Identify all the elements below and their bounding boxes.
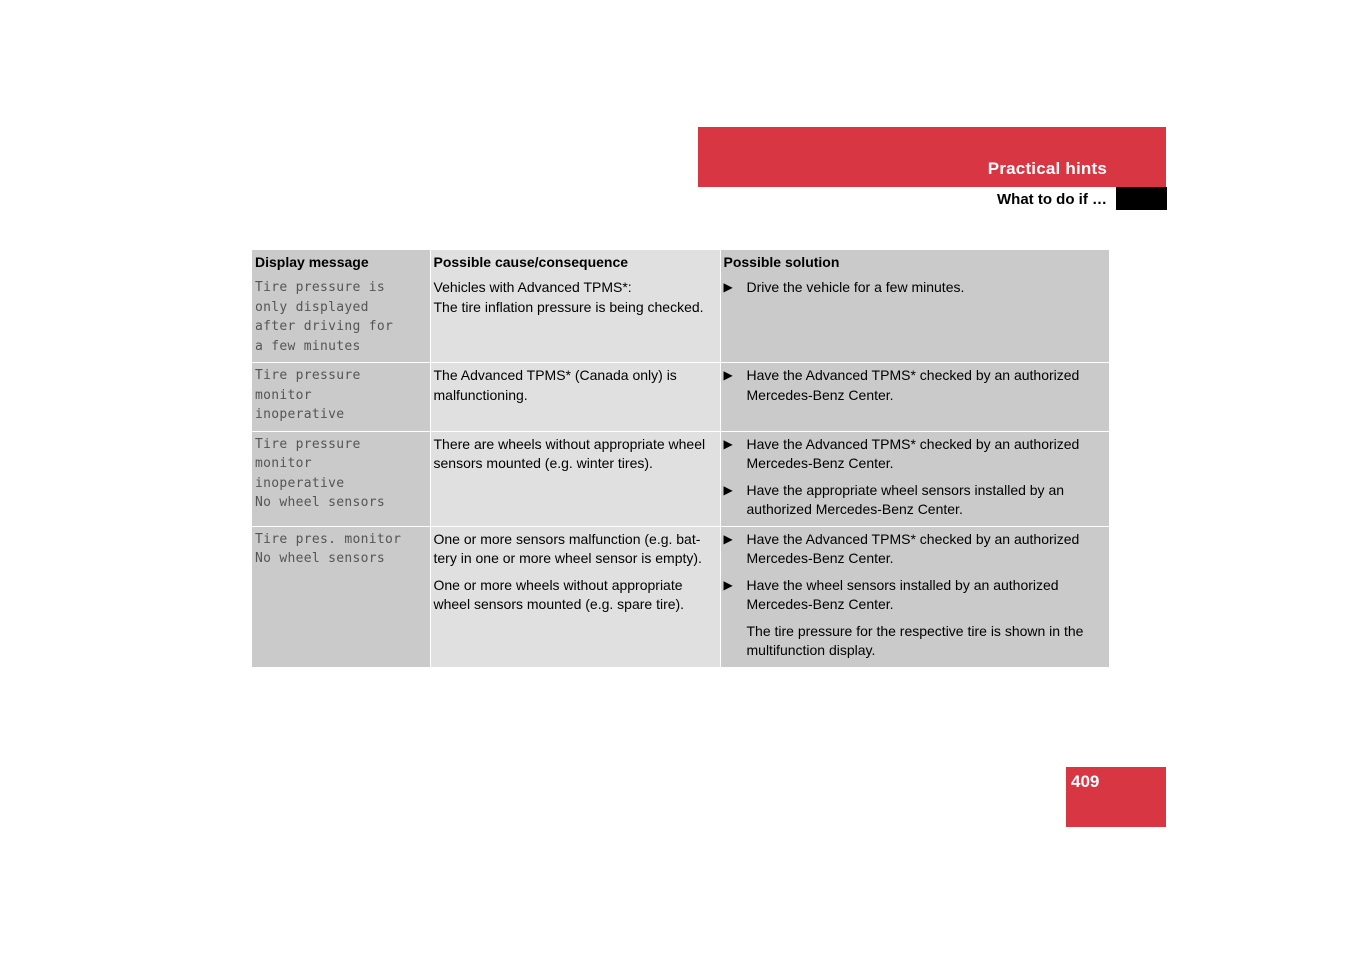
page-number: 409 <box>1071 772 1100 791</box>
solution-note-line: multifunction display. <box>746 642 876 658</box>
section-tab-marker <box>1116 187 1167 210</box>
table-body <box>252 275 1109 667</box>
display-message-line: inoperative <box>255 407 345 422</box>
table-row <box>252 431 1109 526</box>
solution-step <box>724 366 1107 405</box>
cause-paragraph <box>434 530 717 569</box>
triangle-bullet-icon: ▶ <box>723 280 733 294</box>
column-header-display-message: Display message <box>252 250 430 275</box>
solution-text <box>747 576 1107 615</box>
column-header-solution: Possible solution <box>720 250 1109 275</box>
display-message-cell <box>252 275 430 363</box>
display-message-line: only displayed <box>255 299 369 315</box>
cause-paragraph <box>434 278 717 317</box>
solution-line: Mercedes-Benz Center. <box>746 596 894 612</box>
solution-line: Have the Advanced TPMS* checked by an authorized <box>746 435 1080 452</box>
solution-step <box>724 576 1107 615</box>
solution-step <box>724 530 1107 569</box>
solution-cell <box>720 363 1109 432</box>
cause-line: The Advanced TPMS* (Canada only) is <box>433 367 677 383</box>
display-message-line: Tire pressure is <box>255 280 386 295</box>
display-message-cell <box>252 363 430 432</box>
cause-line: wheel sensors mounted (e.g. spare tire). <box>433 596 685 612</box>
solution-cell <box>720 526 1109 667</box>
solution-text <box>747 481 1107 520</box>
cause-line: One or more wheels without appropriate <box>433 576 683 593</box>
solution-line: authorized Mercedes-Benz Center. <box>746 501 963 517</box>
cause-paragraph <box>434 576 717 615</box>
table-row <box>252 526 1109 667</box>
display-message-line: monitor <box>255 387 312 403</box>
cause-line: sensors mounted (e.g. winter tires). <box>433 455 653 471</box>
cause-line: Vehicles with Advanced TPMS*: <box>433 279 632 295</box>
display-message-line: inoperative <box>255 475 345 491</box>
triangle-bullet-icon: ▶ <box>723 436 733 451</box>
cause-line: tery in one or more wheel sensor is empty). <box>433 550 702 566</box>
section-title: Practical hints <box>987 159 1107 178</box>
solution-step <box>724 481 1107 520</box>
cause-cell <box>430 275 720 363</box>
solution-line: Have the Advanced TPMS* checked by an authorized <box>746 367 1080 383</box>
table-row <box>252 363 1109 432</box>
cause-cell <box>430 431 720 526</box>
cause-line: malfunctioning. <box>433 386 528 403</box>
solution-line: Have the wheel sensors installed by an authorized <box>746 576 1059 593</box>
troubleshooting-table <box>252 250 1109 667</box>
solution-line: Drive the vehicle for a few minutes. <box>746 279 965 295</box>
solution-line: Have the Advanced TPMS* checked by an authorized <box>746 530 1080 547</box>
solution-line: Mercedes-Benz Center. <box>746 455 894 471</box>
display-message-line: Tire pres. monitor <box>255 531 402 547</box>
triangle-bullet-icon: ▶ <box>723 368 733 382</box>
solution-text <box>747 530 1107 569</box>
triangle-bullet-icon: ▶ <box>723 531 733 546</box>
display-message-line: after driving for <box>255 319 394 334</box>
table-header-row <box>252 250 1109 275</box>
solution-line: Mercedes-Benz Center. <box>746 550 894 566</box>
solution-text <box>747 435 1107 474</box>
cause-paragraph <box>434 366 717 405</box>
cause-cell <box>430 526 720 667</box>
display-message-line: No wheel sensors <box>255 551 386 566</box>
solution-text <box>747 366 1107 405</box>
display-message-line: monitor <box>255 456 312 471</box>
display-message-line: Tire pressure <box>255 436 361 452</box>
cause-cell <box>430 363 720 432</box>
cause-line: The tire inflation pressure is being checked. <box>433 298 704 315</box>
solution-cell <box>720 431 1109 526</box>
display-message-line: a few minutes <box>255 338 361 354</box>
display-message-line: Tire pressure <box>255 368 361 383</box>
cause-line: There are wheels without appropriate wheel <box>433 435 706 452</box>
column-header-cause: Possible cause/consequence <box>430 250 720 275</box>
solution-cell <box>720 275 1109 363</box>
display-message-line: No wheel sensors <box>255 495 386 510</box>
solution-step <box>724 278 1107 298</box>
triangle-bullet-icon: ▶ <box>723 577 733 592</box>
cause-line: One or more sensors malfunction (e.g. bat- <box>433 530 701 547</box>
display-message-cell <box>252 431 430 526</box>
solution-step <box>724 435 1107 474</box>
triangle-bullet-icon: ▶ <box>723 482 733 497</box>
display-message-cell <box>252 526 430 667</box>
subsection-title: What to do if … <box>997 191 1107 208</box>
table-row <box>252 275 1109 363</box>
solution-text <box>747 278 1107 298</box>
cause-paragraph <box>434 435 717 474</box>
solution-line: Mercedes-Benz Center. <box>746 386 894 403</box>
solution-note <box>747 622 1107 661</box>
solution-line: Have the appropriate wheel sensors installed by an <box>746 481 1065 498</box>
solution-note-line: The tire pressure for the respective tire is shown in the <box>746 622 1084 639</box>
